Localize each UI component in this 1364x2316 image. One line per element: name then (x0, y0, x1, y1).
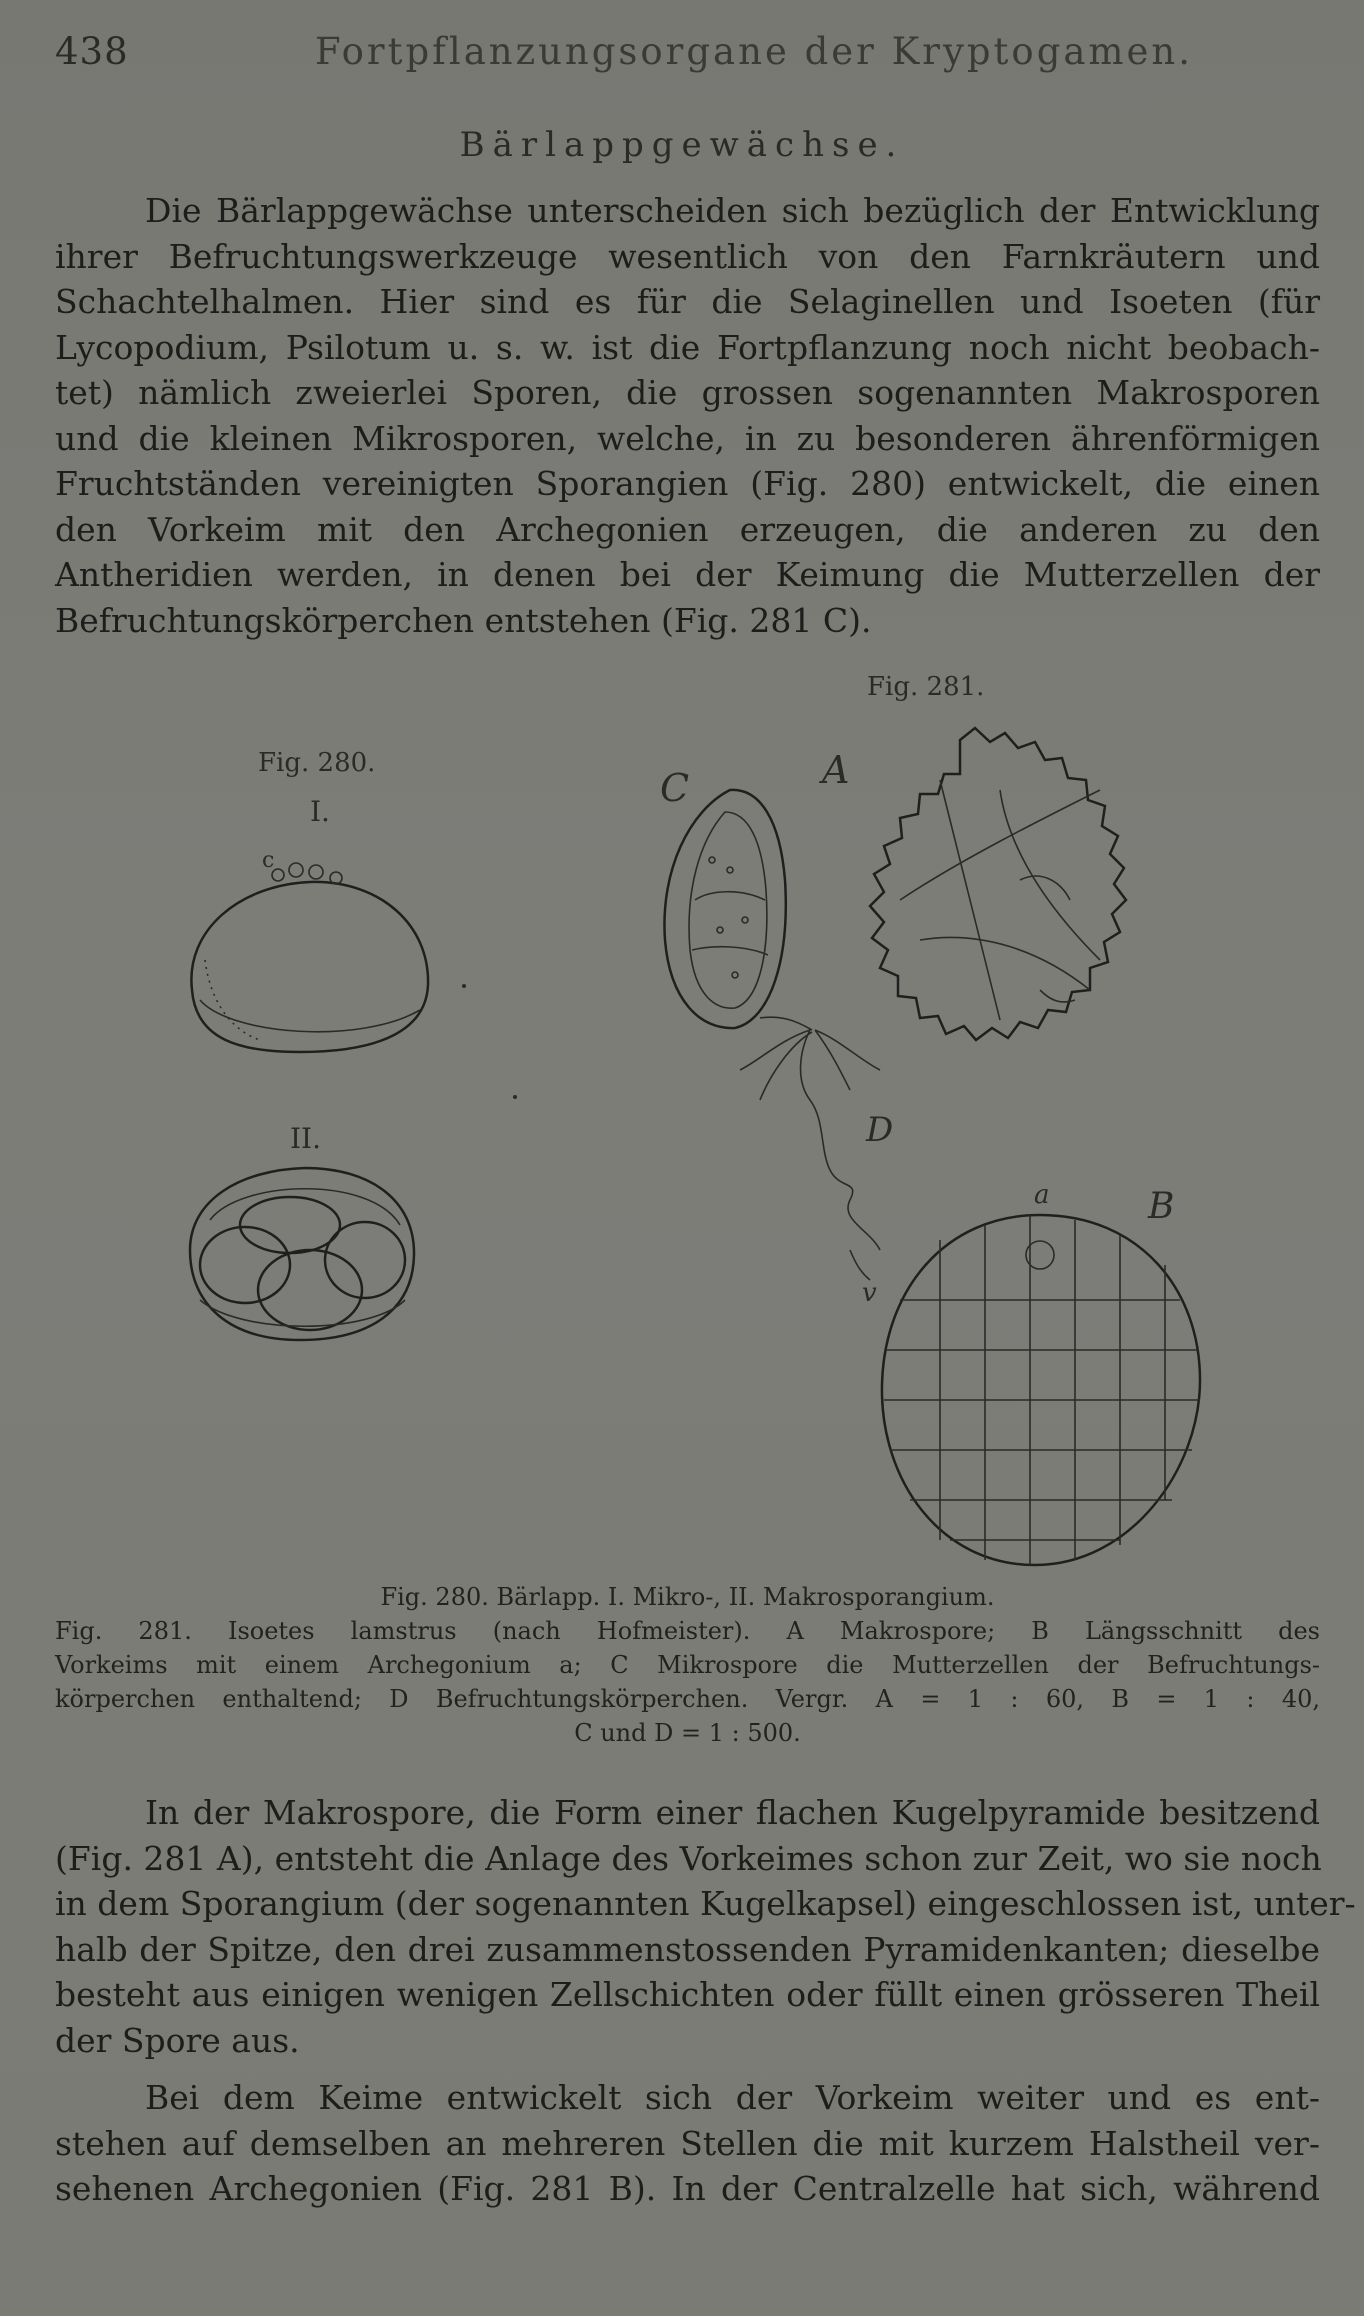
fig280-I-drawing (191, 863, 428, 1052)
fig281-label-v: v (862, 1278, 877, 1308)
caption-line: Fig. 281. Isoetes lamstrus (nach Hofmeister). A Makrospore; B Längsschnitt des (55, 1617, 1320, 1645)
text-line: Fruchtständen vereinigten Sporangien (Fig. 280) entwickelt, die einen (55, 464, 1320, 503)
fig280-label-I: I. (310, 795, 330, 828)
text-line: in dem Sporangium (der sogenannten Kugelkapsel) eingeschlossen ist, unter- (55, 1884, 1356, 1923)
caption-line: körperchen enthaltend; D Befruchtungskörperchen. Vergr. A = 1 : 60, B = 1 : 40, (55, 1685, 1320, 1713)
text-line: besteht aus einigen wenigen Zellschichten oder füllt einen grösseren Theil (55, 1975, 1320, 2014)
fig281-label-a: a (1034, 1180, 1050, 1210)
section-title: Bärlappgewächse. (459, 125, 905, 165)
fig281-label-D: D (866, 1110, 894, 1150)
caption-line: C und D = 1 : 500. (574, 1719, 801, 1747)
text-line: tet) nämlich zweierlei Sporen, die grossen sogenannten Makrosporen (55, 373, 1320, 412)
paragraph-3 (55, 2075, 1320, 2212)
figure-caption (55, 1580, 1320, 1750)
text-line: Antheridien werden, in denen bei der Keimung die Mutterzellen der (55, 555, 1320, 594)
text-line: halb der Spitze, den drei zusammenstossenden Pyramidenkanten; dieselbe (55, 1929, 1320, 1969)
speck (462, 984, 466, 988)
fig281-C-drawing (664, 790, 785, 1028)
text-line: Bei dem Keime entwickelt sich der Vorkeim weiter und es ent- (145, 2078, 1320, 2117)
fig280-label-c: c (262, 848, 275, 873)
text-line: Die Bärlappgewächse unterscheiden sich bezüglich der Entwicklung (145, 191, 1320, 230)
text-line: stehen auf demselben an mehreren Stellen die mit kurzem Halstheil ver- (55, 2123, 1320, 2163)
fig281-label-C: C (660, 766, 690, 810)
text-line: ihrer Befruchtungswerkzeuge wesentlich von den Farnkräutern und (55, 236, 1320, 276)
text-line: den Vorkeim mit den Archegonien erzeugen, die anderen zu den (55, 509, 1320, 549)
text-line: der Spore aus. (55, 2020, 300, 2060)
fig280-II-drawing (190, 1168, 414, 1340)
text-line: und die kleinen Mikrosporen, welche, in zu besonderen ährenförmigen (55, 418, 1320, 458)
speck (513, 1095, 517, 1099)
fig281-D-drawing (740, 1017, 880, 1280)
fig281-A-drawing (870, 728, 1126, 1040)
text-line: (Fig. 281 A), entsteht die Anlage des Vorkeimes schon zur Zeit, wo sie noch (55, 1838, 1322, 1878)
text-line: Lycopodium, Psilotum u. s. w. ist die Fortpflanzung noch nicht beobach- (55, 327, 1320, 367)
fig281-B-drawing (882, 1215, 1200, 1565)
paragraph-2 (55, 1790, 1356, 2063)
fig281-title: Fig. 281. (867, 672, 985, 702)
running-title: Fortpflanzungsorgane der Kryptogamen. (315, 30, 1194, 73)
caption-line: Fig. 280. Bärlapp. I. Mikro-, II. Makrosporangium. (380, 1583, 995, 1611)
text-line: Befruchtungskörperchen entstehen (Fig. 281 C). (55, 600, 872, 640)
text-line: Schachtelhalmen. Hier sind es für die Selaginellen und Isoeten (für (55, 282, 1320, 321)
fig281-label-B: B (1148, 1186, 1175, 1227)
text-line: In der Makrospore, die Form einer flachen Kugelpyramide besitzend (145, 1793, 1320, 1832)
fig280-title: Fig. 280. (258, 748, 376, 778)
fig281-label-A: A (822, 748, 850, 792)
text-line: sehenen Archegonien (Fig. 281 B). In der Centralzelle hat sich, während (55, 2169, 1320, 2208)
fig280-label-II: II. (290, 1122, 322, 1155)
caption-line: Vorkeims mit einem Archegonium a; C Mikrospore die Mutterzellen der Befruchtungs- (55, 1651, 1320, 1679)
page-number: 438 (55, 30, 129, 73)
